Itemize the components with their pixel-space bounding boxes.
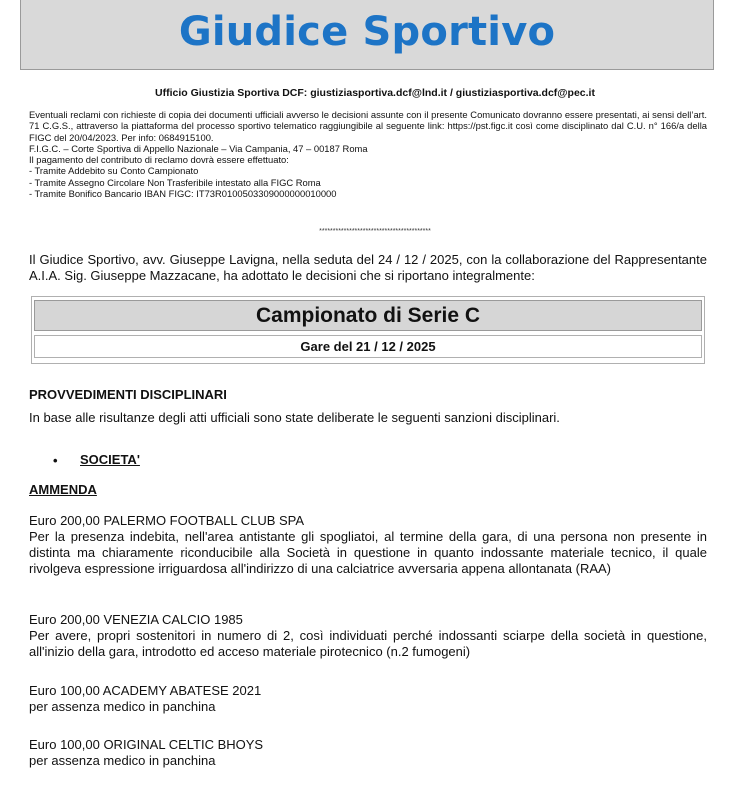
- fine-reason: per assenza medico in panchina: [29, 753, 216, 768]
- disciplinary-heading: PROVVEDIMENTI DISCIPLINARI: [29, 387, 227, 402]
- fine-title: Euro 100,00 ACADEMY ABATESE 2021: [29, 683, 262, 698]
- intro-paragraph: Il Giudice Sportivo, avv. Giuseppe Lavigna, nella seduta del 24 / 12 / 2025, con la collaborazione del Rappresentante A.I.A. Sig. Giuseppe Mazzacane, ha adottato le decisioni che si riportano integralmente:: [29, 252, 707, 283]
- notice-paragraph: Eventuali reclami con richieste di copia dei documenti ufficiali avverso le decisioni assunte con il presente Comunicato dovranno essere presentati, ai sensi dell’art. 71 C.G.S., attraverso la piattaforma del processo sportivo telematico raggiungibile al seguente link: https://pst.figc.it così come disciplinato dal C.U. n° 166/a della FIGC del 20/04/2023. Per info: 0684915100.: [29, 109, 707, 143]
- bullet-icon: •: [53, 453, 58, 468]
- championship-subtitle: Gare del 21 / 12 / 2025: [34, 335, 702, 358]
- fine-title: Euro 200,00 PALERMO FOOTBALL CLUB SPA: [29, 513, 305, 528]
- payment-method-item: - Tramite Assegno Circolare Non Trasferibile intestato alla FIGC Roma: [29, 176, 321, 188]
- notice-court-line: F.I.G.C. – Corte Sportiva di Appello Nazionale – Via Campania, 47 – 00187 Roma: [29, 142, 368, 154]
- header-banner: [20, 0, 714, 70]
- fine-reason: per assenza medico in panchina: [29, 699, 216, 714]
- fine-title: Euro 100,00 ORIGINAL CELTIC BHOYS: [29, 737, 264, 752]
- fine-reason: Per avere, propri sostenitori in numero di 2, così individuati perché indossanti sciarpe della società in questione, all'inizio della gara, introdotto ed acceso materiale pirotecnico (n.2 fumogeni): [29, 628, 707, 659]
- subsection-heading: AMMENDA: [29, 482, 97, 497]
- separator: *****************************************: [319, 228, 431, 235]
- fine-title: Euro 200,00 VENEZIA CALCIO 1985: [29, 612, 243, 627]
- section-heading: SOCIETA': [80, 452, 140, 467]
- disciplinary-text: In base alle risultanze degli atti ufficiali sono state deliberate le seguenti sanzioni disciplinari.: [29, 410, 560, 425]
- fine-reason: Per la presenza indebita, nell'area antistante gli spogliatoi, al termine della gara, di una persona non presente in distinta ma chiaramente riconducibile alla Società in questione in quanto indossante materiale tecnico, il quale rivolgeva espressione irriguardosa all'indirizzo di una calciatrice avversaria appena allontanata (RAA): [29, 529, 707, 576]
- office-contact-line: Ufficio Giustizia Sportiva DCF: giustiziasportiva.dcf@lnd.it / giustiziasportiva.dcf@pec.it: [155, 87, 595, 99]
- payment-method-item: - Tramite Bonifico Bancario IBAN FIGC: IT73R0100503309000000010000: [29, 188, 337, 200]
- championship-title: Campionato di Serie C: [34, 300, 702, 331]
- appeal-notice: [29, 109, 707, 199]
- notice-payment-line: Il pagamento del contributo di reclamo dovrà essere effettuato:: [29, 154, 289, 166]
- championship-box: [31, 296, 705, 364]
- payment-method-item: - Tramite Addebito su Conto Campionato: [29, 165, 199, 177]
- page-title: Giudice Sportivo: [178, 9, 556, 55]
